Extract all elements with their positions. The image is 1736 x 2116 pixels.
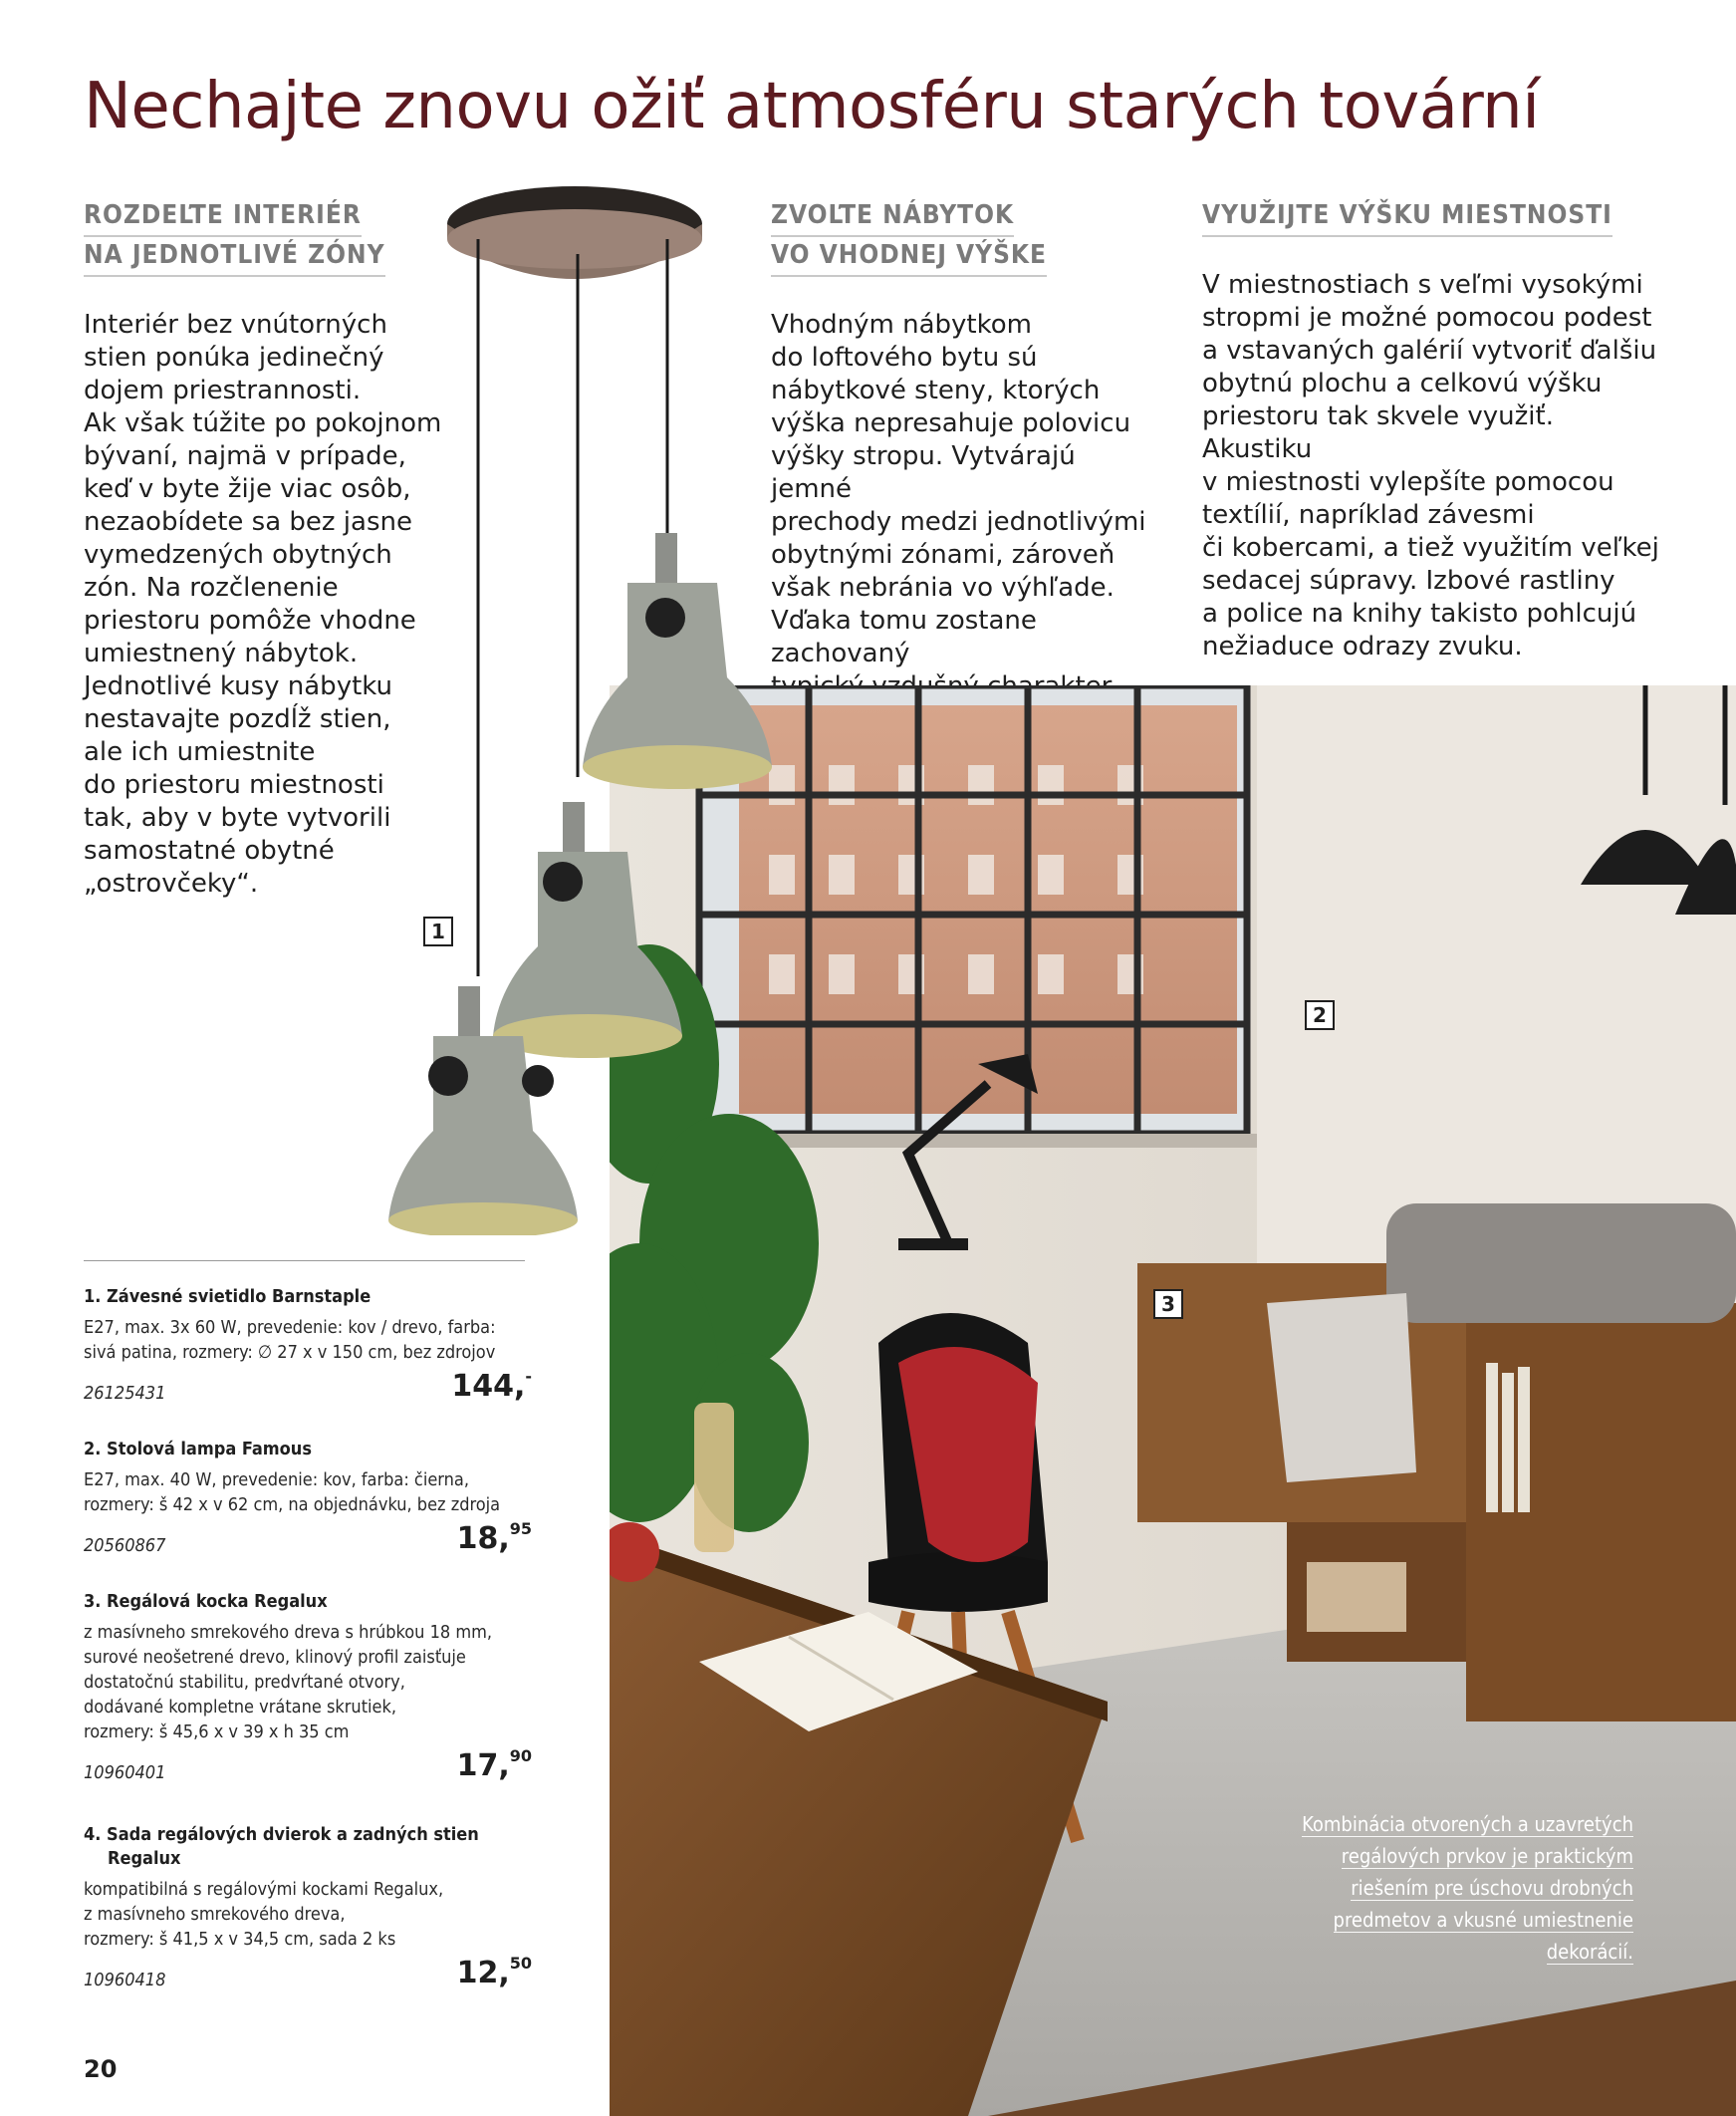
product-description: E27, max. 3x 60 W, prevedenie: kov / drevo, farba: sivá patina, rozmery: ∅ 27 x v 150 cm, bez zdrojov <box>84 1317 496 1363</box>
section-body: V miestnostiach s veľmi vysokými stropmi je možné pomocou podest a vstavaných galérií vytvoriť ďalšiu obytnú plochu a celkovú výšku priestoru tak skvele využiť. Akustiku v miestnosti vylepšíte pomocou textílií, napríklad závesmi či kobercami, a tiež využitím veľkej sedacej súpravy. Izbové rastliny a police na knihy takisto pohlcujú nežiaduce odrazy zvuku. <box>1202 270 1659 661</box>
product-title <box>84 1823 532 1871</box>
price-cents: 50 <box>509 1954 532 1973</box>
caption-line: Kombinácia otvorených a uzavretých <box>1302 1812 1633 1836</box>
caption-line: predmetov a vkusné umiestnenie <box>1333 1908 1633 1932</box>
section-heading-line: VYUŽIJTE VÝŠKU MIESTNOSTI <box>1202 197 1612 237</box>
product-price <box>457 1748 532 1783</box>
section-heading-line: NA JEDNOTLIVÉ ZÓNY <box>84 237 385 277</box>
product-price <box>457 1956 532 1990</box>
product-title: 3. Regálová kocka Regalux <box>84 1591 328 1612</box>
section-heading <box>771 197 1159 277</box>
section-heading <box>1202 197 1660 237</box>
section-room-height <box>1202 197 1660 663</box>
page-number: 20 <box>84 2055 118 2083</box>
product-item <box>84 1438 532 1556</box>
product-title-line: Regalux <box>108 1848 181 1869</box>
product-description: kompatibilná s regálovými kockami Regalux, z masívneho smrekového dreva, rozmery: š 41,5 x v 34,5 cm, sada 2 ks <box>84 1879 444 1950</box>
price-main: 18, <box>456 1521 510 1556</box>
image-marker-1: 1 <box>423 917 453 946</box>
products-divider <box>84 1260 525 1261</box>
price-cents: 90 <box>509 1746 532 1765</box>
caption-line: riešením pre úschovu drobných <box>1351 1876 1633 1900</box>
price-main: 12, <box>456 1956 510 1990</box>
image-marker-3: 3 <box>1153 1289 1183 1319</box>
section-furniture-height <box>771 197 1159 736</box>
product-code: 10960418 <box>84 1970 166 1990</box>
section-body: Vhodným nábytkom do loftového bytu sú nábytkové steny, ktorých výška nepresahuje polovicu výšky stropu. Vytvárajú jemné prechody medzi jednotlivými obytnými zónami, zároveň však nebránia vo výhľade. Vďaka tomu zostane zachovaný <box>771 310 1146 668</box>
product-title: 1. Závesné svietidlo Barnstaple <box>84 1286 372 1307</box>
product-title: 2. Stolová lampa Famous <box>84 1439 312 1459</box>
price-main: 17, <box>456 1748 510 1783</box>
price-cents: - <box>525 1367 532 1386</box>
price-main: 144, <box>451 1369 526 1404</box>
section-heading-line: ROZDEĽTE INTERIÉR <box>84 197 362 237</box>
section-body: Interiér bez vnútorných stien ponúka jedinečný dojem priestrannosti. Ak však túžite po pokojnom bývaní, najmä v prípade, keď v byte žije viac osôb, nezaobídete sa bez jasne vymedzených obytných zón. Na rozčlenenie priestoru pomôže vhodne umiestnený nábytok. Jednotlivé kusy nábytku nestavajte pozdĺž stien, ale ich umiestnite do priestoru miestnosti tak, aby v byte vytvorili samostatné obytné „ostrovčeky“. <box>84 310 442 899</box>
product-title-line: 4. Sada regálových dvierok a zadných stien <box>84 1824 479 1845</box>
section-heading-line: ZVOĽTE NÁBYTOK <box>771 197 1014 237</box>
pendant-lamp-illustration <box>388 179 787 1235</box>
product-description: E27, max. 40 W, prevedenie: kov, farba: čierna, rozmery: š 42 x v 62 cm, na objednávku, bez zdroja <box>84 1469 501 1515</box>
product-price <box>451 1369 532 1404</box>
price-cents: 95 <box>509 1519 532 1538</box>
product-code: 20560867 <box>84 1535 166 1556</box>
caption-line: regálových prvkov je praktickým <box>1341 1844 1633 1868</box>
product-item <box>84 1285 532 1404</box>
product-description: z masívneho smrekového dreva s hrúbkou 18 mm, surové neošetrené drevo, klinový profil zaisťuje dostatočnú stabilitu, predvŕtané otvory, dodávané kompletne vrátane skrutiek, rozmery: š 45,6 x v 39 x h 35 cm <box>84 1622 493 1742</box>
product-item <box>84 1590 532 1783</box>
image-marker-2: 2 <box>1305 1000 1335 1030</box>
caption-line: dekorácií. <box>1546 1940 1633 1964</box>
product-code: 10960401 <box>84 1762 166 1783</box>
page-headline: Nechajte znovu ožiť atmosféru starých tovární <box>84 70 1540 143</box>
section-heading-line: VO VHODNEJ VÝŠKE <box>771 237 1047 277</box>
pendant-lamp-image <box>388 179 787 1235</box>
product-price <box>457 1521 532 1556</box>
product-item <box>84 1823 532 1990</box>
product-code: 26125431 <box>84 1383 166 1404</box>
photo-caption <box>1295 1808 1633 1968</box>
